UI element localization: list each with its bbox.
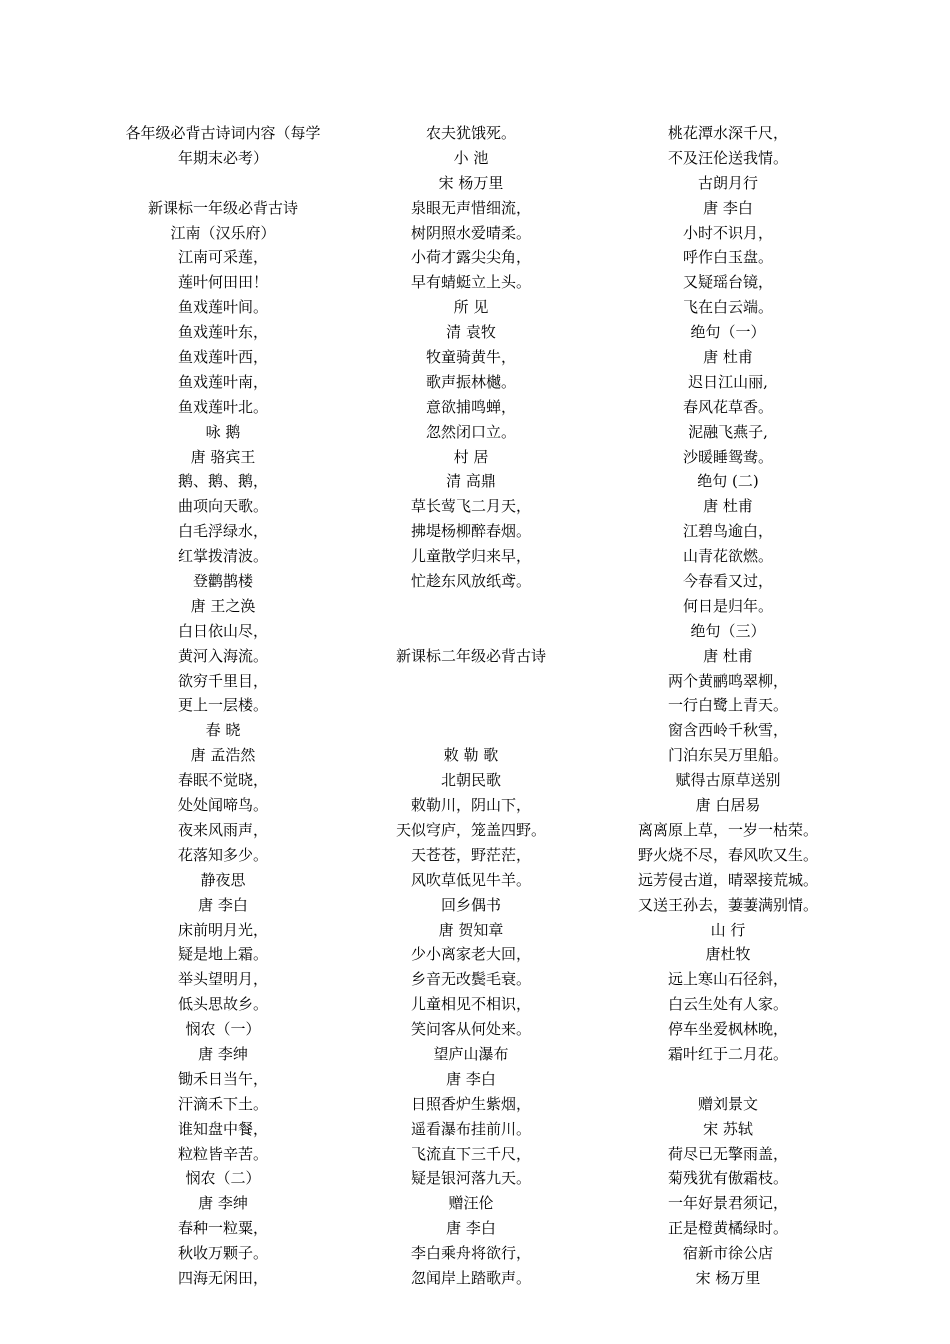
text-line: 江南可采莲， (177, 248, 268, 267)
text-line: 飞流直下三千尺， (410, 1144, 531, 1163)
text-line: 门泊东吴万里船。 (667, 746, 788, 765)
text-line: 泉眼无声惜细流， (410, 198, 531, 217)
text-line: 疑是银河落九天。 (410, 1169, 531, 1188)
text-line: 赠汪伦 (448, 1194, 494, 1213)
text-line: 一行白鹭上青天。 (667, 696, 788, 715)
text-line: 呼作白玉盘。 (682, 248, 773, 267)
text-line: 绝句（三） (690, 621, 766, 640)
text-line: 咏 鹅 (205, 422, 241, 441)
text-line: 正是橙黄橘绿时。 (667, 1219, 788, 1238)
text-line (346, 619, 596, 644)
text-line: 悯农（一） (185, 1020, 261, 1039)
text-line: 古朗月行 (697, 173, 758, 192)
text-line: 白云生处有人家。 (667, 995, 788, 1014)
text-line: 两个黄鹂鸣翠柳， (667, 671, 788, 690)
text-line: 不及汪伦送我情。 (667, 148, 788, 167)
text-line: 秋收万颗子。 (177, 1244, 268, 1263)
text-line: 唐 李白 (446, 1219, 496, 1238)
column-1 (98, 121, 348, 1291)
text-line: 荷尽已无擎雨盖， (667, 1144, 788, 1163)
text-line: 谁知盘中餐， (177, 1119, 268, 1138)
text-line: 唐 李绅 (198, 1044, 248, 1063)
text-line: 红掌拨清波。 (177, 547, 268, 566)
text-line: 唐 李白 (198, 895, 248, 914)
text-line: 离离原上草，一岁一枯荣。 (637, 820, 818, 839)
text-line: 霜叶红于二月花。 (667, 1044, 788, 1063)
text-line: 春种一粒粟， (177, 1219, 268, 1238)
text-line: 静夜思 (200, 870, 246, 889)
text-line: 唐 王之涣 (190, 596, 256, 615)
text-line: 处处闻啼鸟。 (177, 796, 268, 815)
text-line: 黄河入海流。 (177, 646, 268, 665)
text-line: 村 居 (453, 447, 489, 466)
text-line: 遥看瀑布挂前川。 (410, 1119, 531, 1138)
text-line: 疑是地上霜。 (177, 945, 268, 964)
text-line: 清 袁牧 (446, 323, 496, 342)
text-line: 日照香炉生紫烟， (410, 1094, 531, 1113)
text-line: 鱼戏莲叶南， (177, 372, 268, 391)
text-line: 赋得古原草送别 (675, 771, 781, 790)
text-line: 儿童散学归来早， (410, 547, 531, 566)
text-line: 夜来风雨声， (177, 820, 268, 839)
text-line: 菊残犹有傲霜枝。 (667, 1169, 788, 1188)
text-line: 忽然闭口立。 (425, 422, 516, 441)
text-line: 唐 李白 (446, 1069, 496, 1088)
text-line: 宋 苏轼 (703, 1119, 753, 1138)
text-line: 绝句（一） (690, 323, 766, 342)
text-line: 春风花草香。 (682, 397, 773, 416)
text-line: 汗滴禾下土。 (177, 1094, 268, 1113)
text-line: 远芳侵古道，晴翠接荒城。 (637, 870, 818, 889)
text-line: 赠刘景文 (697, 1094, 758, 1113)
text-line: 花落知多少。 (177, 845, 268, 864)
text-line: 农夫犹饿死。 (425, 124, 516, 142)
text-line: 风吹草低见牛羊。 (410, 870, 531, 889)
text-line: 新课标一年级必背古诗 (147, 198, 298, 217)
text-line (603, 1067, 853, 1092)
text-line: 宋 杨万里 (695, 1268, 761, 1287)
text-line: 低头思故乡。 (177, 995, 268, 1014)
text-line: 唐杜牧 (705, 945, 751, 964)
text-line: 白日依山尽， (177, 621, 268, 640)
text-line: 床前明月光， (177, 920, 268, 939)
text-line: 鹅、鹅、鹅， (177, 472, 268, 491)
text-line: 宿新市徐公店 (682, 1244, 773, 1263)
text-line: 春眠不觉晓， (177, 771, 268, 790)
text-line: 又疑瑶台镜， (682, 273, 773, 292)
text-line: 唐 骆宾王 (190, 447, 256, 466)
text-line: 唐 贺知章 (438, 920, 504, 939)
text-line: 鱼戏莲叶间。 (177, 298, 268, 317)
text-line: 唐 李白 (703, 198, 753, 217)
text-line: 天苍苍，野茫茫， (410, 845, 531, 864)
text-line: 鱼戏莲叶北。 (177, 397, 268, 416)
text-line: 飞在白云端。 (682, 298, 773, 317)
text-line (346, 718, 596, 743)
text-line: 窗含西岭千秋雪， (667, 721, 788, 740)
text-line: 锄禾日当午， (177, 1069, 268, 1088)
text-line: 拂堤杨柳醉春烟。 (410, 522, 531, 541)
text-line: 今春看又过， (682, 572, 773, 591)
text-line (346, 594, 596, 619)
text-line: 早有蜻蜓立上头。 (410, 273, 531, 292)
text-line: 小荷才露尖尖角， (410, 248, 531, 267)
text-line: 欲穷千里目， (177, 671, 268, 690)
text-line: 敕 勒 歌 (443, 746, 499, 765)
text-line: 李白乘舟将欲行， (410, 1244, 531, 1263)
text-line: 唐 白居易 (695, 796, 761, 815)
text-line: 儿童相见不相识， (410, 995, 531, 1014)
text-line: 宋 杨万里 (438, 173, 504, 192)
text-line: 停车坐爱枫林晚， (667, 1020, 788, 1039)
text-line: 树阴照水爱晴柔。 (410, 223, 531, 242)
text-line: 又送王孙去，萋萋满别情。 (637, 895, 818, 914)
text-line: 回乡偶书 (440, 895, 501, 914)
text-line: 歌声振林樾。 (425, 372, 516, 391)
text-line: 唐 李绅 (198, 1194, 248, 1213)
text-line: 沙暖睡鸳鸯。 (682, 447, 773, 466)
text-line: 一年好景君须记， (667, 1194, 788, 1213)
text-line: 忽闻岸上踏歌声。 (410, 1268, 531, 1287)
text-line: 更上一层楼。 (177, 696, 268, 715)
text-line: 曲项向天歌。 (177, 497, 268, 516)
text-line: 泥融飞燕子, (688, 422, 768, 441)
text-line: 山青花欲燃。 (682, 547, 773, 566)
text-line: 登鹳鹊楼 (192, 572, 253, 591)
text-line: 小 池 (453, 148, 489, 167)
text-line: 粒粒皆辛苦。 (177, 1144, 268, 1163)
text-line: 所 见 (453, 298, 489, 317)
text-line: 何日是归年。 (682, 596, 773, 615)
text-line: 少小离家老大回， (410, 945, 531, 964)
text-line: 笑问客从何处来。 (410, 1020, 531, 1039)
text-line: 忙趁东风放纸鸢。 (410, 572, 531, 591)
text-line: 牧童骑黄牛， (425, 348, 516, 367)
text-line: 举头望明月， (177, 970, 268, 989)
text-line: 白毛浮绿水， (177, 522, 268, 541)
text-line: 敕勒川，阴山下， (410, 796, 531, 815)
text-line: 四海无闲田， (177, 1268, 268, 1287)
text-line: 桃花潭水深千尺， (667, 124, 788, 142)
text-line: 年期末必考） (177, 148, 268, 167)
text-line: 唐 杜甫 (703, 348, 753, 367)
text-line: 野火烧不尽，春风吹又生。 (637, 845, 818, 864)
text-line: 天似穹庐，笼盖四野。 (395, 820, 546, 839)
text-line (346, 669, 596, 694)
text-line: 北朝民歌 (440, 771, 501, 790)
text-line: 江南（汉乐府） (170, 223, 276, 242)
text-line: 迟日江山丽, (688, 372, 768, 391)
text-line: 望庐山瀑布 (433, 1044, 509, 1063)
text-line: 唐 杜甫 (703, 646, 753, 665)
text-line: 莲叶何田田！ (177, 273, 268, 292)
text-line: 各年级必背古诗词内容（每学 (125, 124, 321, 142)
text-line: 悯农（二） (185, 1169, 261, 1188)
text-line (346, 693, 596, 718)
text-line: 鱼戏莲叶西， (177, 348, 268, 367)
text-line: 意欲捕鸣蝉， (425, 397, 516, 416)
text-line: 乡音无改鬓毛衰。 (410, 970, 531, 989)
text-line (98, 171, 348, 196)
text-line: 江碧鸟逾白， (682, 522, 773, 541)
text-line: 唐 孟浩然 (190, 746, 256, 765)
text-line: 鱼戏莲叶东， (177, 323, 268, 342)
column-3 (603, 121, 853, 1291)
column-2 (346, 121, 596, 1291)
text-line: 远上寒山石径斜， (667, 970, 788, 989)
text-line: 草长莺飞二月天， (410, 497, 531, 516)
text-line: 绝句 (二) (697, 472, 759, 491)
text-line: 新课标二年级必背古诗 (395, 646, 546, 665)
text-line: 小时不识月， (682, 223, 773, 242)
text-line: 唐 杜甫 (703, 497, 753, 516)
text-line: 清 高鼎 (446, 472, 496, 491)
text-line: 春 晓 (205, 721, 241, 740)
text-line: 山 行 (710, 920, 746, 939)
